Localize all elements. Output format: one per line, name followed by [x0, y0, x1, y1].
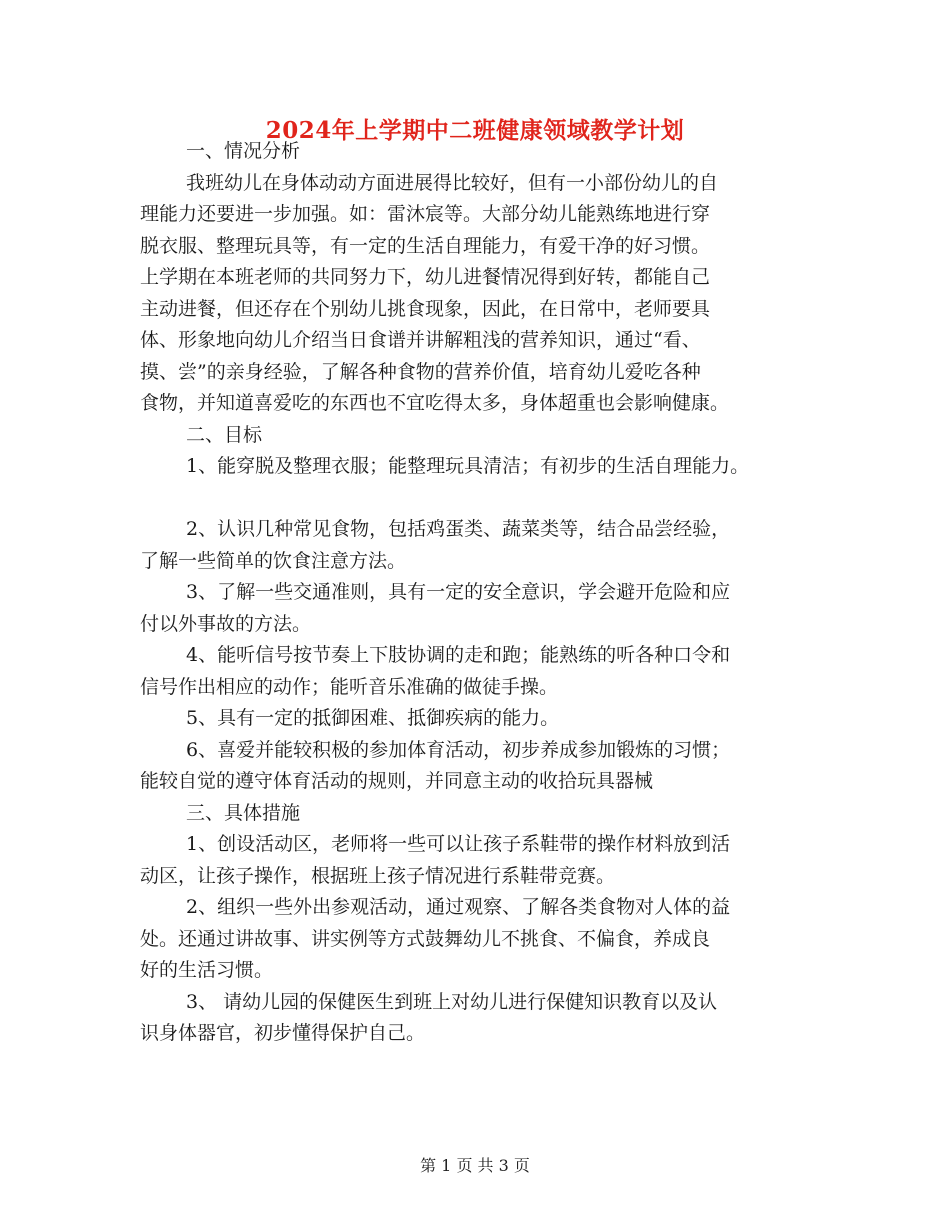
measure-item: 3、 请幼儿园的保健医生到班上对幼儿进行保健知识教育以及认	[186, 990, 718, 1013]
measure-item-continued: 好的生活习惯。	[140, 959, 274, 981]
measure-item: 1、创设活动区，老师将一些可以让孩子系鞋带的操作材料放到活	[186, 833, 731, 855]
goal-item: 2、认识几种常见食物，包括鸡蛋类、蔬菜类等，结合品尝经验，	[186, 518, 731, 540]
goal-item: 3、了解一些交通准则，具有一定的安全意识，学会避开危险和应	[186, 581, 731, 603]
goal-item: 6、喜爱并能较积极的参加体育活动，初步养成参加锻炼的习惯；	[186, 738, 731, 761]
paragraph-line: 主动进餐，但还存在个别幼儿挑食现象，因此，在日常中，老师要具	[140, 297, 711, 320]
goal-item: 4、能听信号按节奏上下肢协调的走和跑；能熟练的听各种口令和	[186, 644, 731, 666]
measure-item-continued: 动区，让孩子操作，根据班上孩子情况进行系鞋带竞赛。	[140, 864, 616, 887]
paragraph-line: 摸、尝”的亲身经验，了解各种食物的营养价值，培育幼儿爱吃各种	[140, 360, 701, 383]
document-body	[140, 136, 820, 1050]
paragraph-line: 理能力还要进一步加强。如：雷沐宸等。大部分幼儿能熟练地进行穿	[140, 203, 711, 225]
paragraph-line: 脱衣服、整理玩具等，有一定的生活自理能力，有爱干净的好习惯。	[140, 234, 711, 257]
document-title: 2024年上学期中二班健康领域教学计划	[265, 117, 685, 144]
goal-item-continued: 信号作出相应的动作；能听音乐准确的做徒手操。	[140, 675, 559, 698]
section-heading-measures: 三、具体措施	[186, 801, 301, 824]
goal-item-continued: 能较自觉的遵守体育活动的规则，并同意主动的收拾玩具器械	[140, 770, 654, 792]
paragraph-line: 上学期在本班老师的共同努力下，幼儿进餐情况得到好转，都能自己	[140, 266, 711, 288]
paragraph-line: 食物，并知道喜爱吃的东西也不宜吃得太多，身体超重也会影响健康。	[140, 392, 730, 414]
measure-item: 2、组织一些外出参观活动，通过观察、了解各类食物对人体的益	[186, 896, 731, 918]
paragraph-line: 我班幼儿在身体动动方面进展得比较好，但有一小部份幼儿的自	[186, 171, 719, 194]
goal-item-continued: 付以外事故的方法。	[140, 612, 312, 635]
blank-line	[140, 483, 820, 515]
paragraph-line: 体、形象地向幼儿介绍当日食谱并讲解粗浅的营养知识，通过“看、	[140, 329, 701, 351]
goal-item: 5、具有一定的抵御困难、抵御疾病的能力。	[186, 707, 560, 729]
page-number-footer: 第 1 页 共 3 页	[420, 1156, 530, 1175]
section-heading-analysis: 一、情况分析	[186, 140, 301, 162]
measure-item-continued: 处。还通过讲故事、讲实例等方式鼓舞幼儿不挑食、不偏食，养成良	[140, 927, 711, 950]
goal-item: 1、能穿脱及整理衣服；能整理玩具清洁；有初步的生活自理能力。	[186, 455, 750, 477]
section-heading-goals: 二、目标	[186, 423, 263, 446]
measure-item-continued: 识身体器官，初步懂得保护自己。	[140, 1022, 426, 1044]
goal-item-continued: 了解一些简单的饮食注意方法。	[140, 549, 407, 572]
